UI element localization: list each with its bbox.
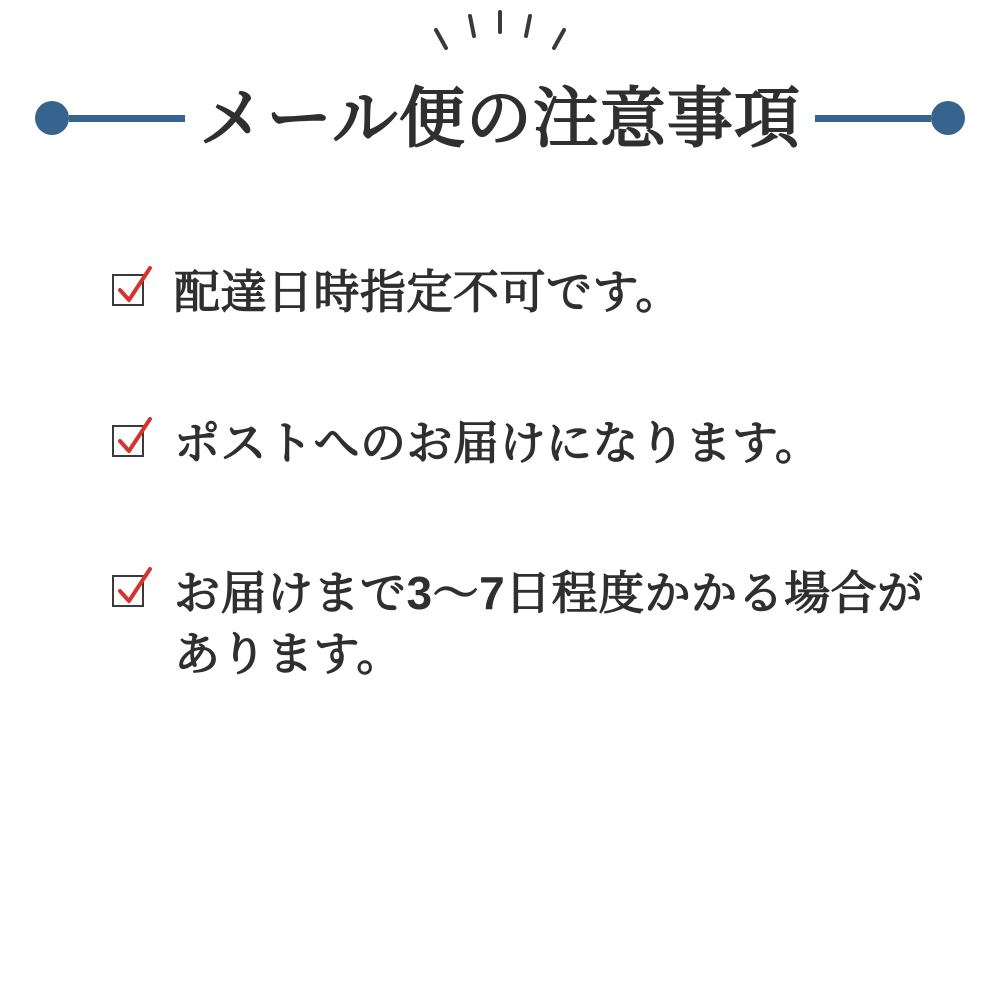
sparkle-lines-icon [430, 8, 570, 68]
dot-icon-right [931, 101, 965, 135]
line-icon-left [69, 115, 185, 122]
check-mark-icon [114, 266, 154, 310]
checked-checkbox-icon [112, 425, 148, 461]
check-mark-icon [114, 417, 154, 461]
note-text: お届けまで3〜7日程度かかる場合があります。 [174, 567, 924, 681]
right-decoration [815, 101, 965, 135]
note-text: ポストへのお届けになります。 [174, 416, 822, 469]
left-decoration [35, 101, 185, 135]
title-row [0, 68, 1000, 168]
list-item [112, 262, 942, 323]
page-header [0, 0, 1000, 180]
notes-list [112, 262, 942, 775]
line-icon-right [815, 115, 931, 122]
note-text: 配達日時指定不可です。 [174, 266, 682, 318]
list-item [112, 413, 942, 474]
page-title: メール便の注意事項 [199, 81, 801, 155]
list-item [112, 563, 942, 684]
check-mark-icon [114, 567, 154, 611]
checked-checkbox-icon [112, 274, 148, 310]
checked-checkbox-icon [112, 575, 148, 611]
dot-icon-left [35, 101, 69, 135]
